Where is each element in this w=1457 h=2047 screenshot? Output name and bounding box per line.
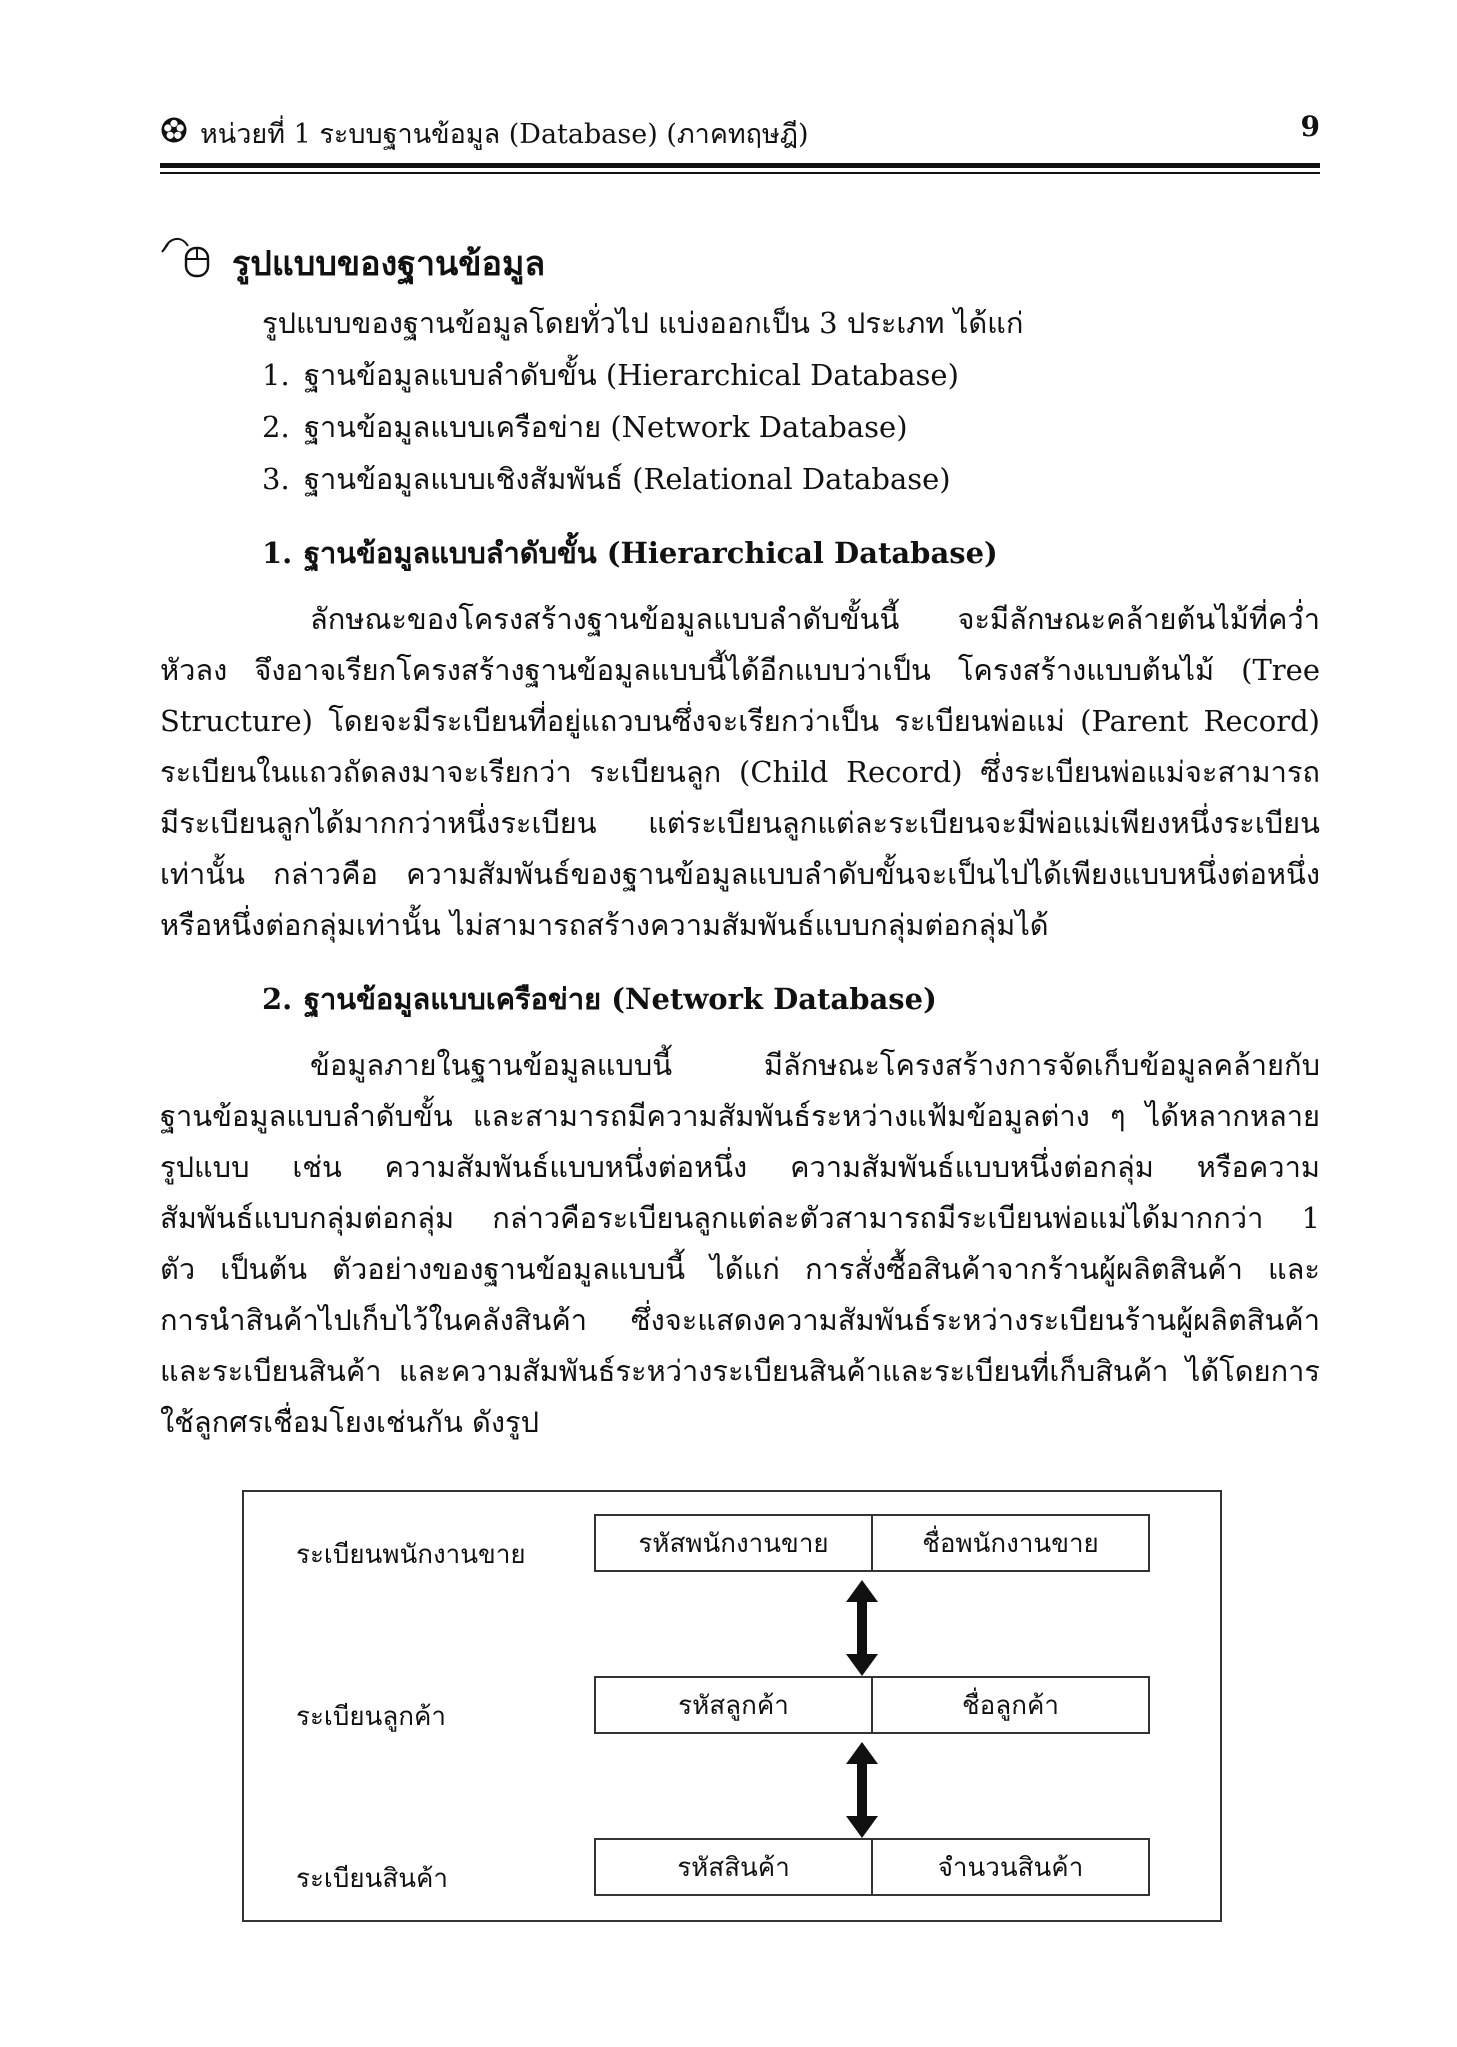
list-item-text: ฐานข้อมูลแบบลำดับขั้น (Hierarchical Database)	[304, 358, 959, 392]
paragraph-line: ระเบียนในแถวถัดลงมาจะเรียกว่า ระเบียนลูก (Child Record) ซึ่งระเบียนพ่อแม่จะสามารถ	[160, 755, 1320, 789]
record-field: ชื่อพนักงานขาย	[871, 1516, 1148, 1570]
header-title: หน่วยที่ 1 ระบบฐานข้อมูล (Database) (ภาคทฤษฎี)	[200, 119, 809, 150]
paragraph-line: หัวลง จึงอาจเรียกโครงสร้างฐานข้อมูลแบบนี้ได้อีกแบบว่าเป็น โครงสร้างแบบต้นไม้ (Tree	[160, 653, 1320, 687]
list-item-text: ฐานข้อมูลแบบเชิงสัมพันธ์ (Relational Database)	[304, 462, 951, 496]
record-field: ชื่อลูกค้า	[871, 1678, 1148, 1732]
record-box	[594, 1838, 1150, 1896]
record-box	[594, 1676, 1150, 1734]
list-item-number: 2.	[262, 410, 290, 444]
list-item	[262, 352, 959, 398]
record-label: ระเบียนลูกค้า	[296, 1702, 446, 1732]
network-heading	[262, 976, 937, 1022]
paragraph-line: มีระเบียนลูกได้มากกว่าหนึ่งระเบียน แต่ระเบียนลูกแต่ละระเบียนจะมีพ่อแม่เพียงหนึ่งระเบียน	[160, 806, 1320, 840]
heading-text: ฐานข้อมูลแบบเครือข่าย (Network Database)	[304, 982, 937, 1016]
header-rule-thin	[160, 172, 1320, 174]
list-item	[262, 404, 908, 450]
hierarchical-heading	[262, 530, 998, 576]
list-item	[262, 456, 951, 502]
paragraph-line: ข้อมูลภายในฐานข้อมูลแบบนี้ มีลักษณะโครงสร้างการจัดเก็บข้อมูลคล้ายกับ	[310, 1048, 1320, 1082]
heading-number: 1.	[262, 536, 293, 570]
paragraph-line: เท่านั้น กล่าวคือ ความสัมพันธ์ของฐานข้อมูลแบบลำดับขั้นจะเป็นไปได้เพียงแบบหนึ่งต่อหนึ่ง	[160, 857, 1320, 891]
flower-bullet-icon	[160, 116, 188, 144]
network-diagram	[242, 1490, 1222, 1922]
record-box	[594, 1514, 1150, 1572]
double-headed-arrow-icon	[844, 1742, 880, 1838]
paragraph-line: และระเบียนสินค้า และความสัมพันธ์ระหว่างระเบียนสินค้าและระเบียนที่เก็บสินค้า ได้โดยการ	[160, 1354, 1320, 1388]
record-field: รหัสลูกค้า	[678, 1690, 789, 1721]
paragraph-line: หรือหนึ่งต่อกลุ่มเท่านั้น ไม่สามารถสร้างความสัมพันธ์แบบกลุ่มต่อกลุ่มได้	[160, 908, 1049, 942]
double-headed-arrow-icon	[844, 1580, 880, 1676]
record-label: ระเบียนพนักงานขาย	[296, 1540, 526, 1570]
heading-number: 2.	[262, 982, 293, 1016]
paragraph-line: ลักษณะของโครงสร้างฐานข้อมูลแบบลำดับขั้นนี้ จะมีลักษณะคล้ายต้นไม้ที่คว่ำ	[310, 602, 1320, 636]
record-field: รหัสพนักงานขาย	[638, 1528, 829, 1559]
paragraph-line: การนำสินค้าไปเก็บไว้ในคลังสินค้า ซึ่งจะแสดงความสัมพันธ์ระหว่างระเบียนร้านผู้ผลิตสินค้า	[160, 1303, 1320, 1337]
record-label: ระเบียนสินค้า	[296, 1864, 448, 1894]
section-title-text: รูปแบบของฐานข้อมูล	[232, 244, 546, 284]
list-item-number: 3.	[262, 462, 290, 496]
paragraph-line: ฐานข้อมูลแบบลำดับขั้น และสามารถมีความสัมพันธ์ระหว่างแฟ้มข้อมูลต่าง ๆ ได้หลากหลาย	[160, 1099, 1320, 1133]
header-rule-thick	[160, 163, 1320, 168]
section-intro: รูปแบบของฐานข้อมูลโดยทั่วไป แบ่งออกเป็น 3 ประเภท ได้แก่	[262, 306, 1024, 340]
page-header	[160, 108, 1320, 152]
paragraph-line: สัมพันธ์แบบกลุ่มต่อกลุ่ม กล่าวคือระเบียนลูกแต่ละตัวสามารถมีระเบียนพ่อแม่ได้มากกว่า 1	[160, 1201, 1320, 1235]
list-item-number: 1.	[262, 358, 290, 392]
paragraph-line: รูปแบบ เช่น ความสัมพันธ์แบบหนึ่งต่อหนึ่ง ความสัมพันธ์แบบหนึ่งต่อกลุ่ม หรือความ	[160, 1150, 1320, 1184]
heading-text: ฐานข้อมูลแบบลำดับขั้น (Hierarchical Database)	[304, 536, 998, 570]
paragraph-line: ตัว เป็นต้น ตัวอย่างของฐานข้อมูลแบบนี้ ได้แก่ การสั่งซื้อสินค้าจากร้านผู้ผลิตสินค้า และ	[160, 1252, 1320, 1286]
mouse-pointer-icon	[160, 232, 212, 278]
record-field: จำนวนสินค้า	[871, 1840, 1148, 1894]
paragraph-line: ใช้ลูกศรเชื่อมโยงเช่นกัน ดังรูป	[160, 1405, 540, 1439]
page-number: 9	[1300, 110, 1320, 143]
paragraph-line: Structure) โดยจะมีระเบียนที่อยู่แถวบนซึ่งจะเรียกว่าเป็น ระเบียนพ่อแม่ (Parent Record)	[160, 704, 1320, 738]
list-item-text: ฐานข้อมูลแบบเครือข่าย (Network Database)	[304, 410, 908, 444]
record-field: รหัสสินค้า	[677, 1852, 790, 1883]
